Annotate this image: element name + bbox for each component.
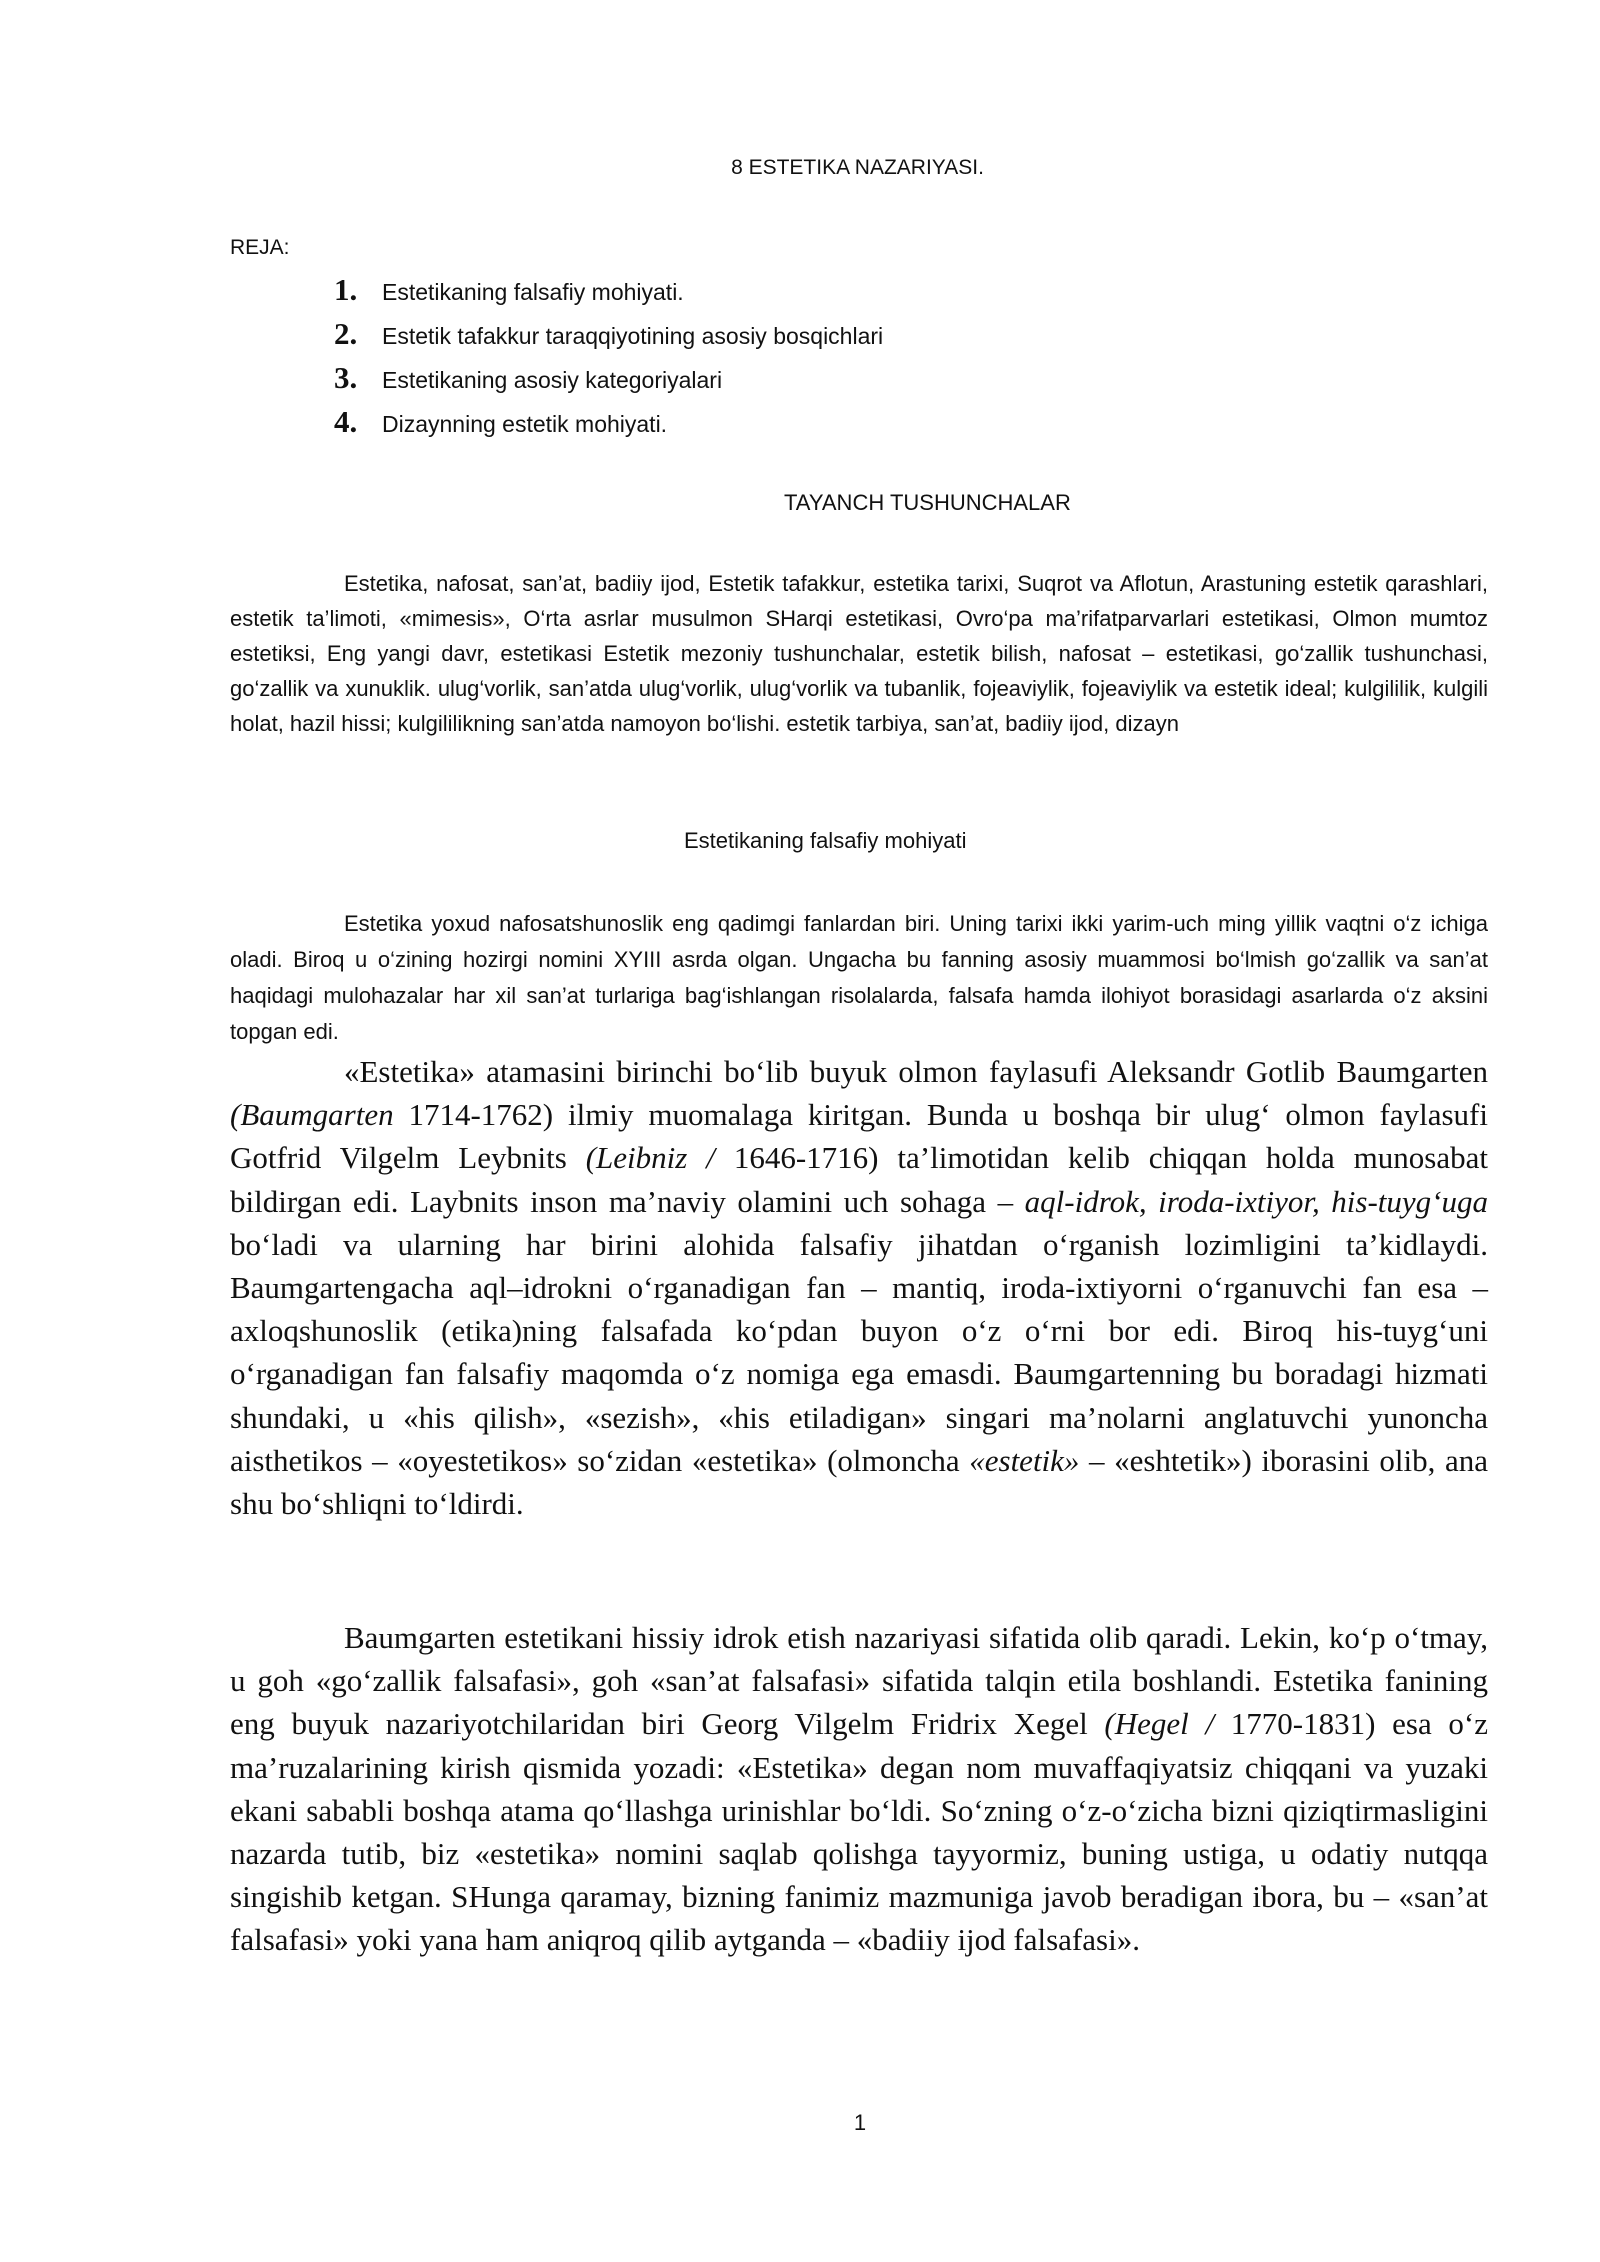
- text-run: 1714-1762) ilmiy muomalaga kiritgan. Bunda u boshqa bir ulug‘ olmon faylasufi Gotfrid Vilgelm Leybnits: [230, 1097, 1488, 1176]
- text-run: Baumgarten estetikani hissiy idrok etish nazariyasi sifatida olib qaradi. Lekin, ko‘p o‘tmay, u goh «go‘zallik falsafasi», goh «san’at falsafasi» sifatida talqin etila boshlandi. Estetika fanining eng buyuk nazariyotchilaridan biri Georg Vilgelm Fridrix Xegel: [230, 1620, 1488, 1742]
- plan-item: [334, 360, 883, 404]
- text-run: «Estetika» atamasini birinchi bo‘lib buyuk olmon faylasufi Aleksandr Gotlib Baumgarten: [344, 1054, 1488, 1089]
- intro-paragraph: [230, 906, 1488, 1050]
- plan-item: [334, 272, 883, 316]
- plan-item-text: Estetik tafakkur taraqqiyotining asosiy bosqichlari: [382, 323, 884, 349]
- plan-list: [334, 272, 883, 448]
- plan-item: [334, 404, 883, 448]
- body-paragraph-1: [230, 1050, 1488, 1525]
- section-heading: Estetikaning falsafiy mohiyati: [684, 828, 967, 853]
- plan-item-number: 2.: [334, 316, 358, 351]
- italic-run: aql-idrok, iroda-ixtiyor, his-tuyg‘uga: [1024, 1183, 1488, 1219]
- chapter-title: 8 ESTETIKA NAZARIYASI.: [731, 156, 984, 179]
- italic-run: «estetik»: [969, 1442, 1080, 1478]
- intro-text: Estetika yoxud nafosatshunoslik eng qadimgi fanlardan biri. Uning tarixi ikki yarim-uch ming yillik vaqtni o‘z ichiga oladi. Biroq u o‘zining hozirgi nomini XYIII asrda olgan. Ungacha bu fanning asosiy muammosi bo‘lmish go‘zallik va san’at haqidagi mulohazalar har xil san’at turlariga bag‘ishlangan risolalarda, falsafa hamda ilohiyot borasidagi asarlarda o‘z aksini topgan edi.: [230, 911, 1488, 1044]
- body-paragraph-2: [230, 1616, 1488, 1962]
- plan-item-text: Estetikaning asosiy kategoriyalari: [382, 367, 723, 393]
- key-concepts-paragraph: [230, 566, 1488, 741]
- plan-item-text: Dizaynning estetik mohiyati.: [382, 411, 668, 437]
- plan-item-number: 4.: [334, 404, 358, 439]
- text-run: 1646-1716) ta’limotidan kelib chiqqan holda munosabat bildirgan edi. Laybnits inson ma’naviy olamini uch sohaga –: [230, 1140, 1488, 1219]
- plan-item: [334, 316, 883, 360]
- italic-run: (Baumgarten: [230, 1097, 394, 1133]
- key-concepts-text: Estetika, nafosat, san’at, badiiy ijod, Estetik tafakkur, estetika tarixi, Suqrot va Aflotun, Arastuning estetik qarashlari, estetik ta’limoti, «mimesis», O‘rta asrlar musulmon SHarqi estetikasi, Ovro‘pa ma’rifatparvarlari estetikasi, Olmon mumtoz estetiksi, Eng yangi davr, estetikasi Estetik mezoniy tushunchalar, estetik bilish, nafosat – estetikasi, go‘zallik tushunchasi, go‘zallik va xunuklik. ulug‘vorlik, san’atda ulug‘vorlik, ulug‘vorlik va tubanlik, fojeaviylik, fojeaviylik va estetik ideal; kulgililik, kulgili holat, hazil hissi; kulgililikning san’atda namoyon bo‘lishi. estetik tarbiya, san’at, badiiy ijod, dizayn: [230, 571, 1488, 736]
- text-run: bo‘ladi va ularning har birini alohida falsafiy jihatdan o‘rganish lozimligini ta’kidlaydi. Baumgartengacha aql–idrokni o‘rganadigan fan – mantiq, iroda-ixtiyorni o‘rganuvchi fan esa – axloqshunoslik (etika)ning falsafada ko‘pdan buyon o‘z o‘rni bor edi. Biroq his-tuyg‘uni o‘rganadigan fan falsafiy maqomda o‘z nomiga ega emasdi. Baumgartenning bu boradagi hizmati shundaki, u «his qilish», «sezish», «his etiladigan» singari ma’nolarni anglatuvchi yunoncha aisthetikos – «oyestetikos» so‘zidan «estetika» (olmoncha: [230, 1226, 1488, 1478]
- italic-run: (Hegel /: [1104, 1706, 1215, 1742]
- page-number: 1: [853, 2110, 867, 2135]
- italic-run: (Leibniz /: [585, 1140, 715, 1176]
- plan-item-number: 3.: [334, 360, 358, 395]
- text-run: 1770-1831) esa o‘z ma’ruzalarining kirish qismida yozadi: «Estetika» degan nom muvaffaqiyatsiz chiqqani va yuzaki ekani sababli boshqa atama qo‘llashga urinishlar bo‘ldi. So‘zning o‘z-o‘zicha bizni qiziqtirmasligini nazarda tutib, biz «estetika» nomini saqlab qolishga tayyormiz, buning ustiga, u odatiy nutqqa singishib ketgan. SHunga qaramay, bizning fanimiz mazmuniga javob beradigan ibora, bu – «san’at falsafasi» yoki yana ham aniqroq qilib aytganda – «badiiy ijod falsafasi».: [230, 1706, 1488, 1958]
- plan-item-number: 1.: [334, 272, 358, 307]
- key-concepts-heading: TAYANCH TUSHUNCHALAR: [784, 490, 1071, 515]
- plan-item-text: Estetikaning falsafiy mohiyati.: [382, 279, 684, 305]
- text-run: – «eshtetik») iborasini olib, ana shu bo‘shliqni to‘ldirdi.: [230, 1442, 1488, 1522]
- plan-label: REJA:: [230, 236, 290, 259]
